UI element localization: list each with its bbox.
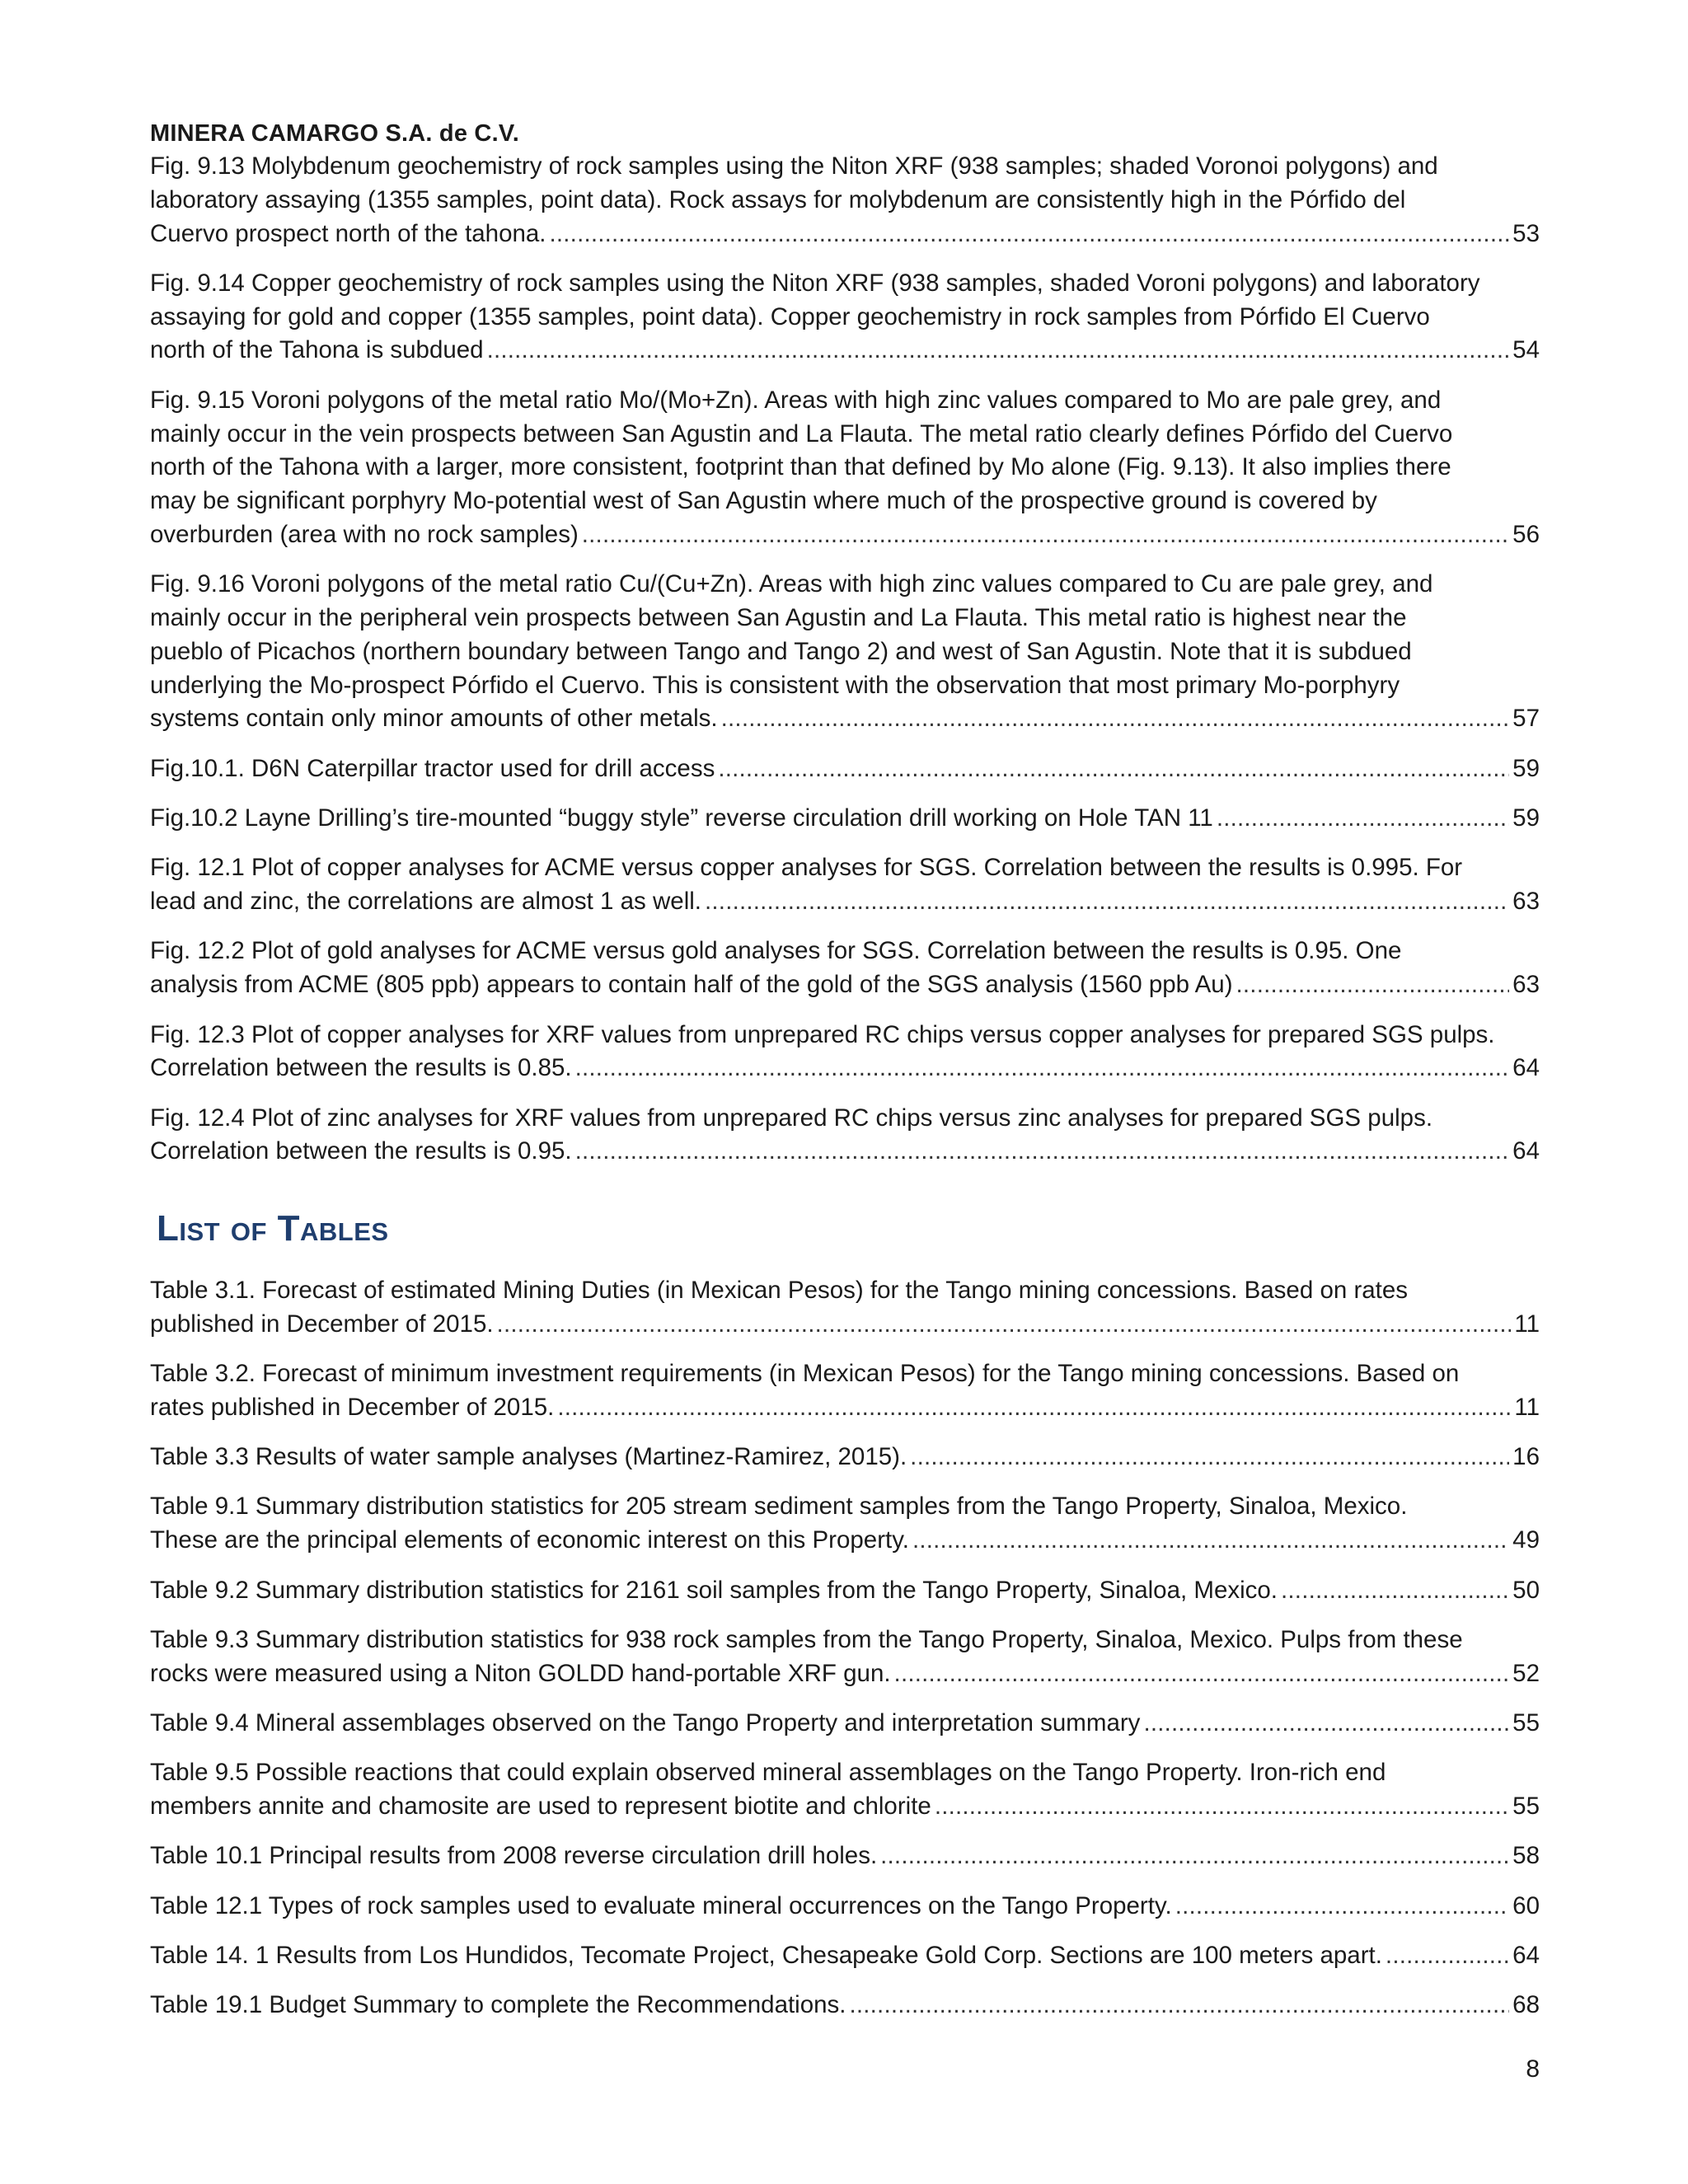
entry-page-number: 53: [1512, 219, 1540, 247]
entry-text-line: overburden (area with no rock samples): [150, 520, 579, 548]
entry-final-line: [150, 1308, 1540, 1342]
entry-text-line: mainly occur in the peripheral vein prospects between San Agustin and La Flauta. This metal ratio is highest near the: [150, 604, 1407, 632]
dot-leader: [550, 218, 1510, 251]
entry-final-line: [150, 1890, 1540, 1924]
entry-page-number: 56: [1512, 520, 1540, 548]
entry-text-line: members annite and chamosite are used to represent biotite and chlorite: [150, 1793, 931, 1821]
entry-page-number: 64: [1512, 1941, 1540, 1969]
entry-final-line: [150, 968, 1540, 1002]
entry-text-line: Fig. 9.16 Voroni polygons of the metal ratio Cu/(Cu+Zn). Areas with high zinc values compared to Cu are pale grey, and: [150, 570, 1433, 598]
figure-entry[interactable]: [150, 802, 1540, 836]
table-entry[interactable]: [150, 1624, 1540, 1691]
table-entry[interactable]: [150, 1840, 1540, 1873]
entry-text-line: mainly occur in the vein prospects between San Agustin and La Flauta. The metal ratio clearly defines Pórfido del Cuervo: [150, 419, 1453, 448]
entry-page-number: 60: [1512, 1891, 1540, 1919]
dot-leader: [849, 1989, 1509, 2022]
entry-final-line: [150, 1441, 1540, 1474]
entry-text-line: north of the Tahona with a larger, more consistent, footprint than that defined by Mo alone (Fig. 9.13). It also implies there: [150, 453, 1451, 481]
entry-text-line: Fig.10.2 Layne Drilling’s tire-mounted “buggy style” reverse circulation drill working on Hole TAN 11: [150, 804, 1213, 832]
figure-entry[interactable]: [150, 1019, 1540, 1086]
entry-text-line: underlying the Mo-prospect Pórfido el Cuervo. This is consistent with the observation that most primary Mo-porphyry: [150, 671, 1400, 699]
entry-text-line: Table 3.1. Forecast of estimated Mining Duties (in Mexican Pesos) for the Tango mining concessions. Based on rates: [150, 1277, 1409, 1304]
page-number: 8: [1526, 2055, 1540, 2083]
entry-page-number: 63: [1512, 888, 1540, 916]
entry-page-number: 63: [1512, 971, 1540, 999]
entry-text-line: Cuervo prospect north of the tahona.: [150, 219, 546, 247]
entry-text-line: Fig. 9.15 Voroni polygons of the metal ratio Mo/(Mo+Zn). Areas with high zinc values compared to Mo are pale grey, and: [150, 386, 1442, 414]
dot-leader: [705, 885, 1509, 919]
entry-text-line: rates published in December of 2015.: [150, 1393, 555, 1421]
entry-text-line: Table 9.1 Summary distribution statistics for 205 stream sediment samples from the Tango Property, Sinaloa, Mexico.: [150, 1493, 1408, 1521]
dot-leader: [1143, 1707, 1509, 1741]
table-entry[interactable]: [150, 1357, 1540, 1425]
list-of-tables-heading: List of Tables: [157, 1208, 389, 1249]
entry-page-number: 52: [1512, 1659, 1540, 1687]
entry-text-line: Fig. 12.2 Plot of gold analyses for ACME versus gold analyses for SGS. Correlation between the results is 0.95. One: [150, 937, 1402, 965]
entry-text-line: These are the principal elements of economic interest on this Property.: [150, 1526, 909, 1554]
entry-text-line: Fig. 9.14 Copper geochemistry of rock samples using the Niton XRF (938 samples, shaded Voroni polygons) and laboratory: [150, 269, 1480, 297]
entry-final-line: [150, 1790, 1540, 1824]
entry-page-number: 55: [1512, 1708, 1540, 1736]
figure-entry[interactable]: [150, 752, 1540, 786]
figure-entry[interactable]: [150, 1102, 1540, 1169]
list-of-figures: [150, 150, 1540, 1185]
entry-page-number: 58: [1512, 1842, 1540, 1870]
entry-text-line: published in December of 2015.: [150, 1310, 494, 1338]
table-entry[interactable]: [150, 1490, 1540, 1558]
table-entry[interactable]: [150, 1574, 1540, 1608]
entry-final-line: [150, 1707, 1540, 1741]
entry-text-line: Fig. 12.4 Plot of zinc analyses for XRF values from unprepared RC chips versus zinc analyses for prepared SGS pulps.: [150, 1104, 1433, 1132]
entry-text-line: Table 14. 1 Results from Los Hundidos, Tecomate Project, Chesapeake Gold Corp. Sections are 100 meters apart.: [150, 1941, 1382, 1969]
entry-final-line: [150, 1052, 1540, 1085]
entry-text-line: Fig.10.1. D6N Caterpillar tractor used for drill access: [150, 754, 715, 782]
entry-text-line: analysis from ACME (805 ppb) appears to contain half of the gold of the SGS analysis (1560 ppb Au): [150, 971, 1233, 999]
table-entry[interactable]: [150, 1939, 1540, 1973]
dot-leader: [1236, 968, 1510, 1002]
dot-leader: [912, 1524, 1509, 1558]
figure-entry[interactable]: [150, 384, 1540, 552]
entry-text-line: Correlation between the results is 0.95.: [150, 1137, 572, 1165]
dot-leader: [487, 334, 1510, 368]
dot-leader: [557, 1391, 1511, 1425]
entry-page-number: 64: [1512, 1054, 1540, 1082]
table-entry[interactable]: [150, 1274, 1540, 1342]
entry-page-number: 11: [1514, 1393, 1540, 1421]
entry-final-line: [150, 1657, 1540, 1691]
entry-text-line: Fig. 9.13 Molybdenum geochemistry of rock samples using the Niton XRF (938 samples; shaded Voronoi polygons) and: [150, 152, 1438, 180]
entry-text-line: Table 10.1 Principal results from 2008 reverse circulation drill holes.: [150, 1842, 878, 1870]
dot-leader: [1217, 802, 1509, 836]
entry-page-number: 64: [1512, 1137, 1540, 1165]
entry-final-line: [150, 1840, 1540, 1873]
entry-final-line: [150, 802, 1540, 836]
entry-text-line: north of the Tahona is subdued: [150, 336, 484, 364]
entry-text-line: Table 9.3 Summary distribution statistics for 938 rock samples from the Tango Property, Sinaloa, Mexico. Pulps from these: [150, 1625, 1463, 1653]
entry-text-line: lead and zinc, the correlations are almost 1 as well.: [150, 888, 702, 916]
figure-entry[interactable]: [150, 935, 1540, 1002]
entry-text-line: Table 12.1 Types of rock samples used to evaluate mineral occurrences on the Tango Property.: [150, 1891, 1172, 1919]
dot-leader: [575, 1135, 1510, 1169]
dot-leader: [1386, 1939, 1509, 1973]
entry-page-number: 11: [1514, 1310, 1540, 1338]
dot-leader: [497, 1308, 1512, 1342]
entry-text-line: pueblo of Picachos (northern boundary between Tango and Tango 2) and west of San Agustin. Note that it is subdued: [150, 637, 1412, 665]
entry-final-line: [150, 1574, 1540, 1608]
entry-final-line: [150, 518, 1540, 552]
entry-text-line: Table 9.4 Mineral assemblages observed on the Tango Property and interpretation summary: [150, 1708, 1141, 1736]
entry-text-line: systems contain only minor amounts of other metals.: [150, 705, 718, 733]
table-entry[interactable]: [150, 1707, 1540, 1741]
entry-page-number: 49: [1512, 1526, 1540, 1554]
entry-text-line: Table 3.2. Forecast of minimum investment requirements (in Mexican Pesos) for the Tango mining concessions. Based on: [150, 1360, 1460, 1388]
table-entry[interactable]: [150, 1756, 1540, 1824]
entry-text-line: Table 3.3 Results of water sample analyses (Martinez-Ramirez, 2015).: [150, 1443, 907, 1471]
figure-entry[interactable]: [150, 568, 1540, 736]
entry-final-line: [150, 1939, 1540, 1973]
figure-entry[interactable]: [150, 851, 1540, 919]
dot-leader: [910, 1441, 1509, 1474]
entry-page-number: 55: [1512, 1793, 1540, 1821]
entry-page-number: 59: [1512, 754, 1540, 782]
figure-entry[interactable]: [150, 150, 1540, 251]
dot-leader: [718, 752, 1509, 786]
table-entry[interactable]: [150, 1441, 1540, 1474]
entry-text-line: Fig. 12.3 Plot of copper analyses for XRF values from unprepared RC chips versus copper analyses for prepared SGS pulps.: [150, 1020, 1495, 1048]
entry-final-line: [150, 702, 1540, 736]
entry-final-line: [150, 885, 1540, 919]
table-entry[interactable]: [150, 1890, 1540, 1924]
figure-entry[interactable]: [150, 267, 1540, 368]
dot-leader: [575, 1052, 1510, 1085]
dot-leader: [894, 1657, 1510, 1691]
list-of-tables: [150, 1274, 1540, 2039]
entry-text-line: Table 19.1 Budget Summary to complete the Recommendations.: [150, 1991, 846, 2019]
entry-text-line: Table 9.5 Possible reactions that could explain observed mineral assemblages on the Tango Property. Iron-rich end: [150, 1759, 1386, 1787]
entry-page-number: 54: [1512, 336, 1540, 364]
entry-final-line: [150, 334, 1540, 368]
entry-text-line: Table 9.2 Summary distribution statistics for 2161 soil samples from the Tango Property, Sinaloa, Mexico.: [150, 1576, 1278, 1604]
dot-leader: [1175, 1890, 1509, 1924]
entry-page-number: 57: [1512, 705, 1540, 733]
entry-final-line: [150, 1524, 1540, 1558]
entry-final-line: [150, 1391, 1540, 1425]
entry-text-line: Fig. 12.1 Plot of copper analyses for ACME versus copper analyses for SGS. Correlation between the results is 0.995. For: [150, 854, 1463, 882]
entry-final-line: [150, 1135, 1540, 1169]
company-header: MINERA CAMARGO S.A. de C.V.: [150, 120, 519, 147]
dot-leader: [880, 1840, 1509, 1873]
entry-text-line: Correlation between the results is 0.85.: [150, 1054, 572, 1082]
entry-text-line: may be significant porphyry Mo-potential west of San Agustin where much of the prospective ground is covered by: [150, 487, 1377, 515]
entry-final-line: [150, 1989, 1540, 2022]
entry-page-number: 50: [1512, 1576, 1540, 1604]
entry-page-number: 59: [1512, 804, 1540, 832]
dot-leader: [935, 1790, 1509, 1824]
entry-page-number: 68: [1512, 1991, 1540, 2019]
table-entry[interactable]: [150, 1989, 1540, 2022]
dot-leader: [721, 702, 1510, 736]
entry-final-line: [150, 752, 1540, 786]
entry-text-line: rocks were measured using a Niton GOLDD hand-portable XRF gun.: [150, 1659, 891, 1687]
dot-leader: [1281, 1574, 1509, 1608]
entry-page-number: 16: [1512, 1443, 1540, 1471]
entry-text-line: assaying for gold and copper (1355 samples, point data). Copper geochemistry in rock samples from Pórfido El Cuervo: [150, 302, 1430, 330]
dot-leader: [582, 518, 1509, 552]
entry-final-line: [150, 218, 1540, 251]
entry-text-line: laboratory assaying (1355 samples, point data). Rock assays for molybdenum are consistently high in the Pórfido del: [150, 185, 1406, 213]
